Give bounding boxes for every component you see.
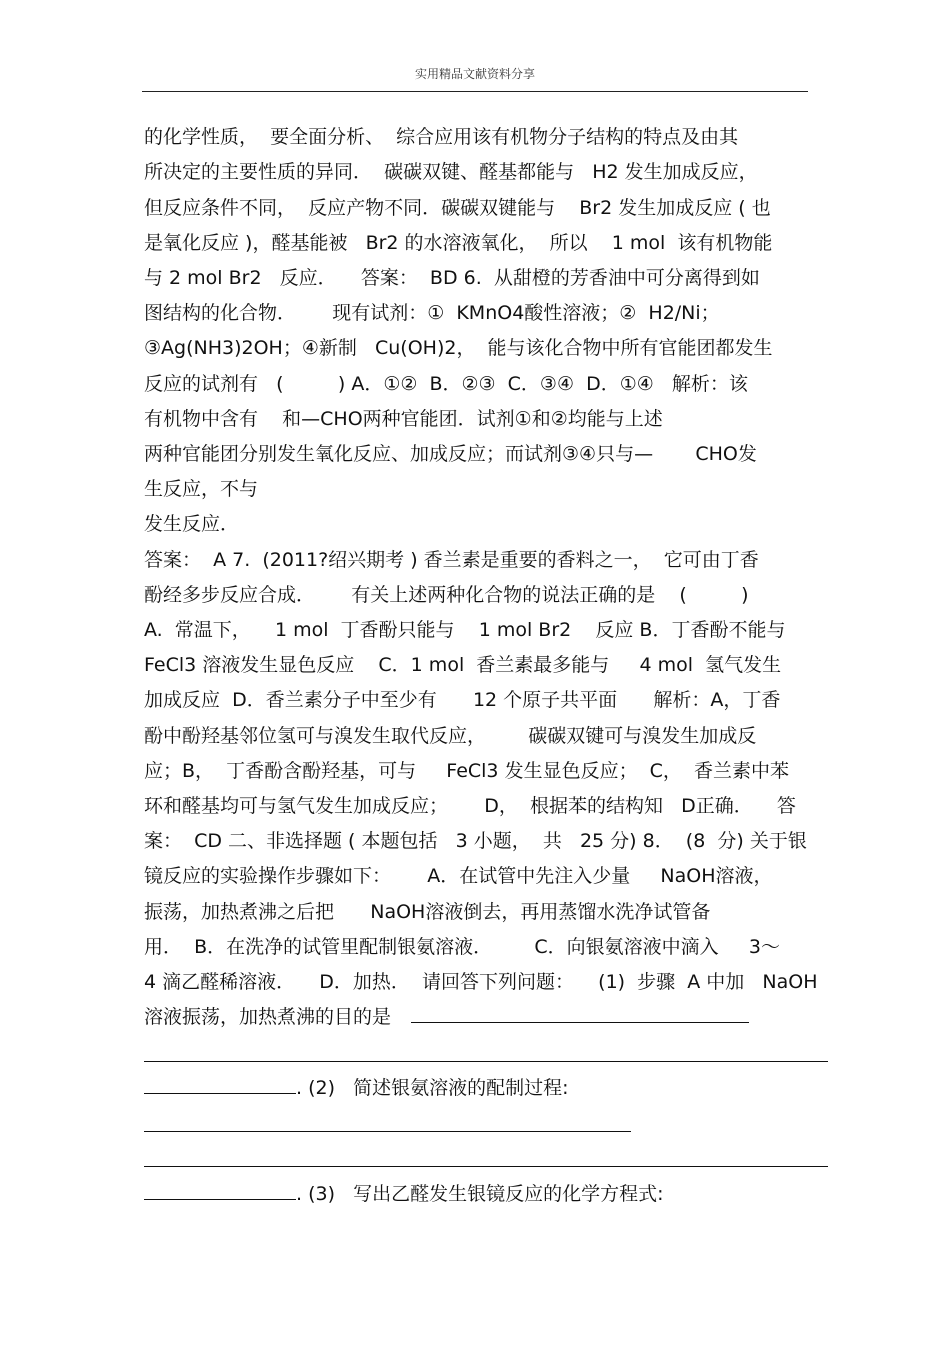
text-line: 但反应条件不同， 反应产物不同．碳碳双键能与 Br2 发生加成反应 ( 也 <box>144 197 771 219</box>
text-line: 酚经多步反应合成． 有关上述两种化合物的说法正确的是 ( ) <box>144 584 749 606</box>
text-line: 用． B．在洗净的试管里配制银氨溶液． C．向银氨溶液中滴入 3～ <box>144 936 780 958</box>
text-line: 两种官能团分别发生氧化反应、加成反应；而试剂③④只与— CHO发 <box>144 443 757 465</box>
text-line: 生反应，不与 <box>144 478 259 500</box>
text-line: 的化学性质， 要全面分析、 综合应用该有机物分子结构的特点及由其 <box>144 126 739 148</box>
text-line: 加成反应 D．香兰素分子中至少有 12 个原子共平面 解析：A，丁香 <box>144 689 781 711</box>
text-line: 酚中酚羟基邻位氢可与溴发生取代反应， 碳碳双键可与溴发生加成反 <box>144 725 757 747</box>
text-line: 图结构的化合物． 现有试剂：① KMnO4酸性溶液；② H2/Ni； <box>144 302 720 324</box>
answer-blank[interactable] <box>144 1061 828 1062</box>
text-line: 是氧化反应 )，醛基能被 Br2 的水溶液氧化， 所以 1 mol 该有机物能 <box>144 232 773 254</box>
question-3-line <box>144 1182 664 1206</box>
answer-blank[interactable] <box>144 1131 631 1132</box>
text-line: 答案： A 7. (2011?绍兴期考 ) 香兰素是重要的香料之一， 它可由丁香 <box>144 549 759 571</box>
question-1-prompt: 溶液振荡，加热煮沸的目的是 <box>144 1006 392 1028</box>
text-line: 环和醛基均可与氢气发生加成反应； D， 根据苯的结构知 D正确． 答 <box>144 795 796 817</box>
text-line: 案： CD 二、非选择题 ( 本题包括 3 小题， 共 25 分) 8． (8 分) 关于银 <box>144 830 807 852</box>
answer-blank[interactable] <box>411 1005 749 1023</box>
question-3-prompt: . (3) 写出乙醛发生银镜反应的化学方程式: <box>296 1183 664 1205</box>
question-2-line <box>144 1076 569 1100</box>
question-2-prompt: . (2) 简述银氨溶液的配制过程: <box>296 1077 569 1099</box>
text-line: 4 滴乙醛稀溶液． D．加热． 请回答下列问题： (1) 步骤 A 中加 NaOH <box>144 971 818 993</box>
text-line: 与 2 mol Br2 反应． 答案： BD 6. 从甜橙的芳香油中可分离得到如 <box>144 267 760 289</box>
answer-blank[interactable] <box>144 1076 296 1094</box>
header-divider <box>142 91 808 92</box>
text-line: ③Ag(NH3)2OH；④新制 Cu(OH)2， 能与该化合物中所有官能团都发生 <box>144 337 773 359</box>
text-line: 有机物中含有 和—CHO两种官能团．试剂①和②均能与上述 <box>144 408 663 430</box>
answer-blank[interactable] <box>144 1166 828 1167</box>
text-line: 振荡，加热煮沸之后把 NaOH溶液倒去，再用蒸馏水洗净试管备 <box>144 901 711 923</box>
text-line: 发生反应． <box>144 513 240 535</box>
page-header: 实用精品文献资料分享 <box>414 67 535 81</box>
text-line: FeCl3 溶液发生显色反应 C．1 mol 香兰素最多能与 4 mol 氢气发生 <box>144 654 782 676</box>
text-line: A. 常温下， 1 mol 丁香酚只能与 1 mol Br2 反应 B．丁香酚不能与 <box>144 619 786 641</box>
text-line: 反应的试剂有 ( ) A．①② B．②③ C．③④ D．①④ 解析：该 <box>144 373 748 395</box>
text-line: 所决定的主要性质的异同． 碳碳双键、醛基都能与 H2 发生加成反应， <box>144 161 758 183</box>
question-1-line <box>144 1005 749 1029</box>
text-line: 应；B， 丁香酚含酚羟基，可与 FeCl3 发生显色反应； C， 香兰素中苯 <box>144 760 789 782</box>
answer-blank[interactable] <box>144 1182 296 1200</box>
text-line: 镜反应的实验操作步骤如下： A．在试管中先注入少量 NaOH溶液， <box>144 865 773 887</box>
